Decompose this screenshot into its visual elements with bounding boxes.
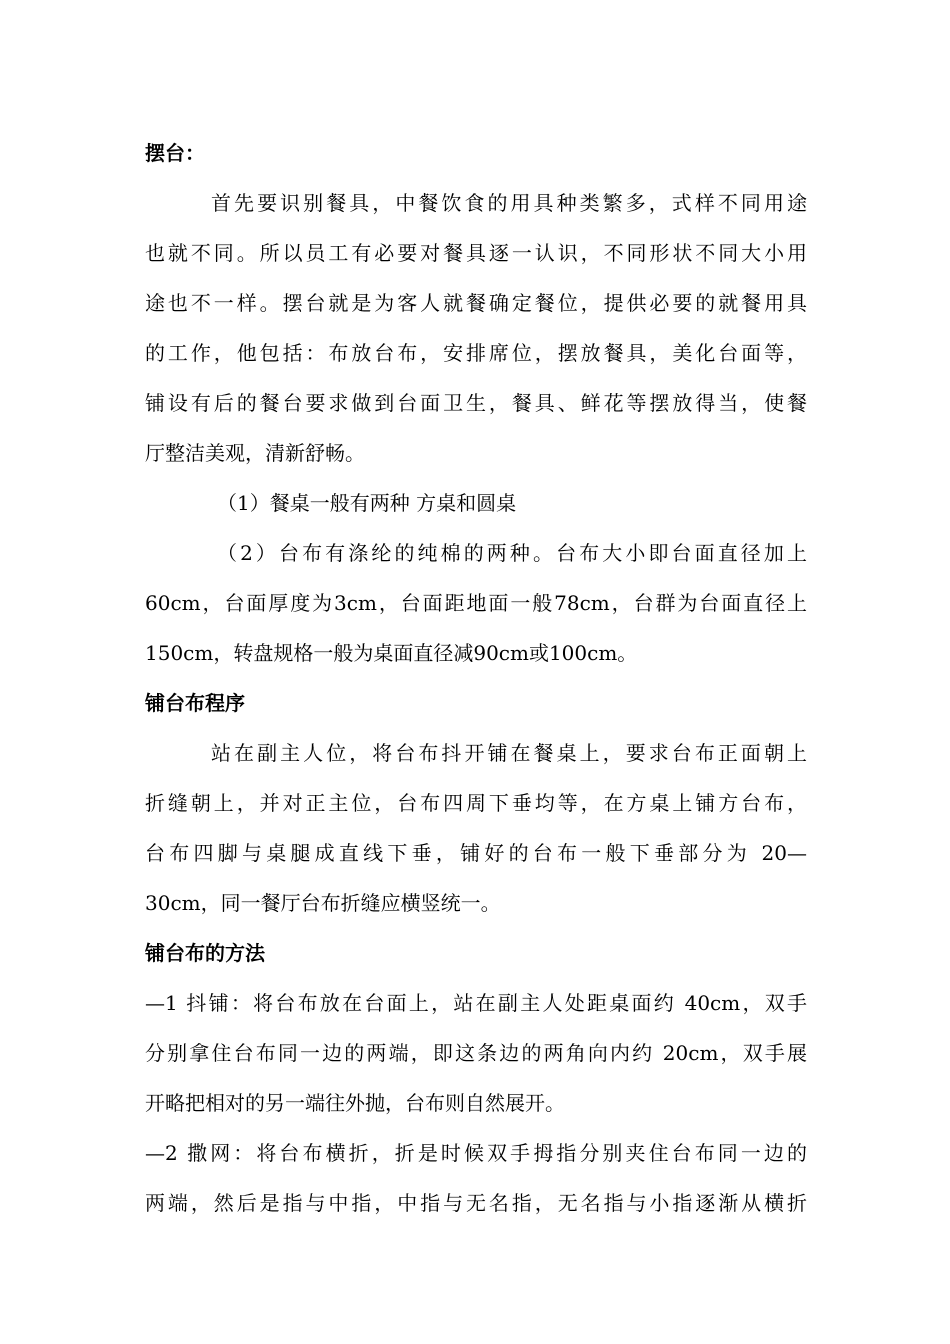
paragraph-line: 折缝朝上，并对正主位，台布四周下垂均等，在方桌上铺方台布， <box>145 791 807 815</box>
paragraph-line: 两端，然后是指与中指，中指与无名指，无名指与小指逐渐从横折 <box>145 1191 807 1215</box>
paragraph-line: —2 撒网：将台布横折，折是时候双手拇指分别夹住台布同一边的 <box>145 1141 807 1165</box>
section-heading-methods: 铺台布的方法 <box>145 941 265 965</box>
paragraph-setup-intro <box>145 178 807 478</box>
document-page <box>145 128 807 1228</box>
paragraph-line: 的工作，他包括：布放台布，安排席位，摆放餐具，美化台面等， <box>145 341 807 365</box>
paragraph-line: 分别拿住台布同一边的两端，即这条边的两角向内约 20cm，双手展 <box>145 1041 807 1065</box>
paragraph-line: （2）台布有涤纶的纯棉的两种。台布大小即台面直径加上 <box>217 541 807 565</box>
paragraph-line: 途也不一样。摆台就是为客人就餐确定餐位，提供必要的就餐用具 <box>145 291 807 315</box>
paragraph-line: 站在副主人位，将台布抖开铺在餐桌上，要求台布正面朝上 <box>211 741 807 765</box>
paragraph-line: 首先要识别餐具，中餐饮食的用具种类繁多，式样不同用途 <box>211 191 807 215</box>
method-shake-spread <box>145 978 807 1128</box>
method-cast-net <box>145 1128 807 1228</box>
section-heading-setup: 摆台： <box>145 141 205 165</box>
paragraph-line: 台布四脚与桌腿成直线下垂，铺好的台布一般下垂部分为 20— <box>145 841 807 865</box>
paragraph-line: 开略把相对的另一端往外抛，台布则自然展开。 <box>145 1091 565 1115</box>
paragraph-line: —1 抖铺：将台布放在台面上，站在副主人处距桌面约 40cm，双手 <box>145 991 807 1015</box>
paragraph-line: 60cm，台面厚度为3cm，台面距地面一般78cm，台群为台面直径上 <box>145 591 807 615</box>
list-item-table-types: （1）餐桌一般有两种 方桌和圆桌 <box>217 491 517 515</box>
paragraph-line: 厅整洁美观，清新舒畅。 <box>145 441 365 465</box>
section-heading-procedure: 铺台布程序 <box>145 691 245 715</box>
list-item-tablecloth <box>145 528 807 678</box>
paragraph-line: 150cm，转盘规格一般为桌面直径减90cm或100cm。 <box>145 641 638 665</box>
paragraph-line: 30cm，同一餐厅台布折缝应横竖统一。 <box>145 891 501 915</box>
paragraph-line: 铺设有后的餐台要求做到台面卫生，餐具、鲜花等摆放得当，使餐 <box>145 391 807 415</box>
paragraph-procedure <box>145 728 807 928</box>
paragraph-line: 也就不同。所以员工有必要对餐具逐一认识，不同形状不同大小用 <box>145 241 807 265</box>
